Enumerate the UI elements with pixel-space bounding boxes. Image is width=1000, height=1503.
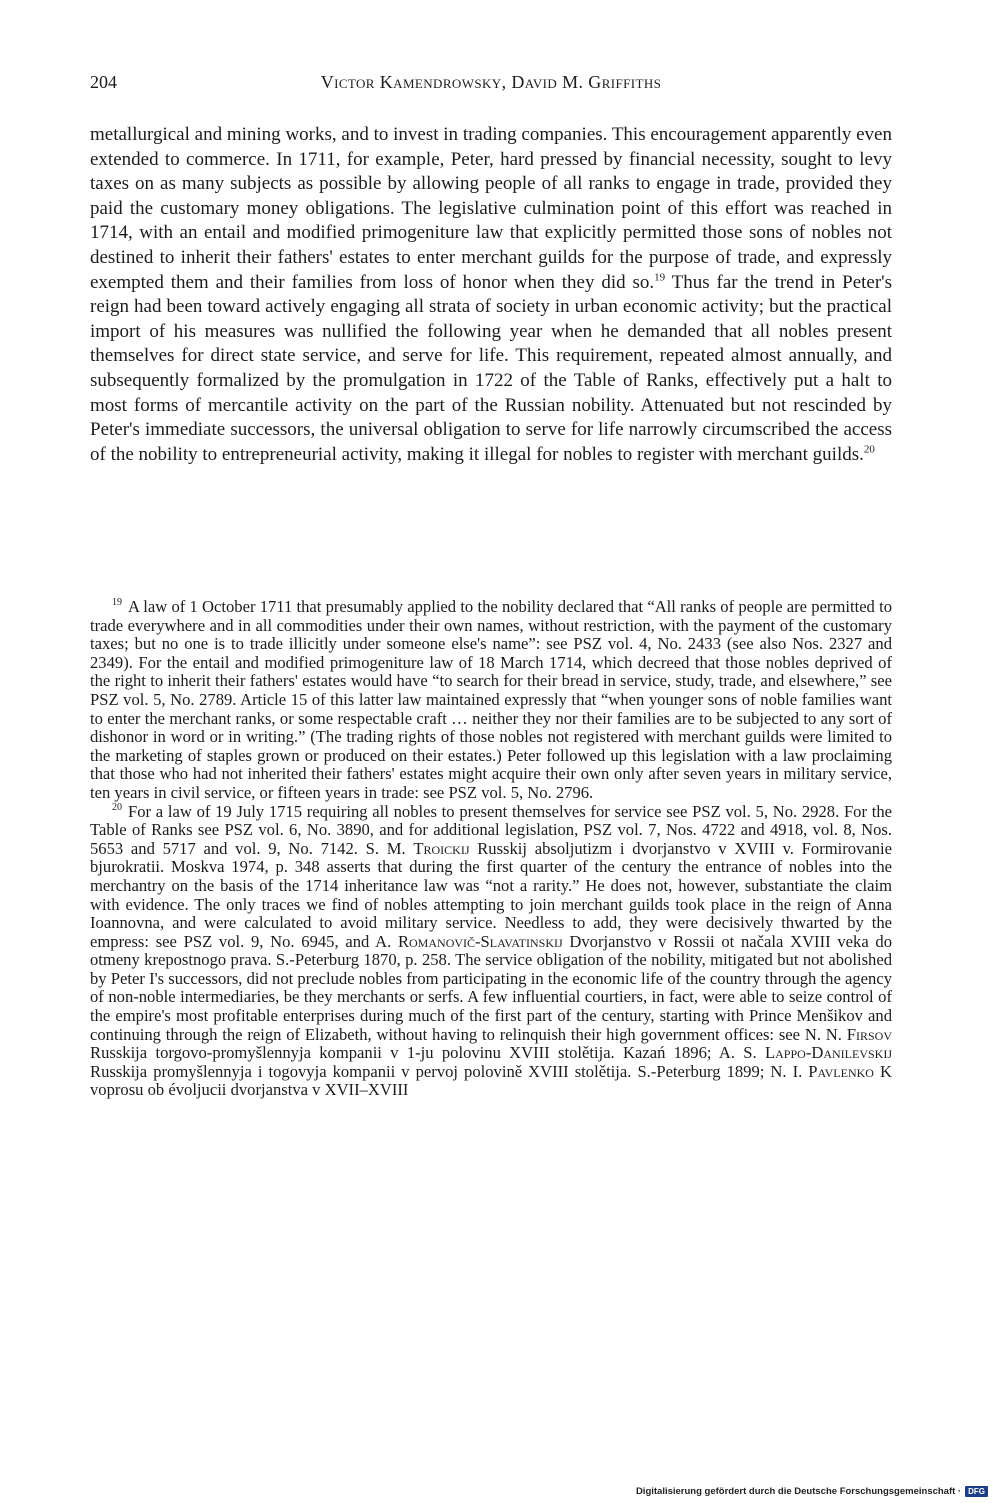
footnotes <box>90 598 892 1100</box>
page-number: 204 <box>90 72 117 92</box>
footnote-20-seg3: Dvorjanstvo v Rossii ot načala XVIII veka do otmeny krepostnogo prava. S.-Peterburg 1870, p. 258. The service obligation of the nobility, mitigated but not abolished by Peter I's successors, did not preclude nobles from participating in the economic life of the country through the agency of non-noble intermediaries, be they merchants or serfs. A few influential courtiers, in fact, were able to seize control of the empire's most profitable enterprises during much of the first part of the century, starting with Prince Menšikov and continuing through the reign of Elizabeth, without having to relinquish their high government offices: see N. N. <box>90 931 892 1044</box>
author-lappo-danilevskij: Lappo-Danilevskij <box>765 1043 892 1063</box>
running-head: Victor Kamendrowsky, David M. Griffiths <box>320 72 662 92</box>
footnote-20-seg4: Russkija torgovo-promyšlennyja kompanii v 1-ju polovinu XVIII stolětija. Kazań 1896; A. S. <box>90 1043 765 1063</box>
footnote-20-seg5: Russkija promyšlennyja i togovyja kompanii v pervoj polovině XVIII stolětija. S.-Peterburg 1899; N. I. <box>90 1061 809 1081</box>
author-firsov: Firsov <box>846 1024 892 1044</box>
dfg-logo: DFG <box>965 1486 988 1497</box>
body-text-part1: metallurgical and mining works, and to invest in trading companies. This encouragement apparently even extended to commerce. In 1711, for example, Peter, hard pressed by financial necessity, sought to levy taxes on as many subjects as possible by allowing people of all ranks to engage in trade, provided they paid the customary money obligations. The legislative culmination point of this effort was reached in 1714, with an entail and modified primogeniture law that explicitly permitted those sons of nobles not destined to inherit their fathers' estates to enter merchant guilds for the purpose of trade, and expressly exempted them and their families from loss of honor when they did so. <box>90 124 892 293</box>
body-paragraph <box>90 123 892 467</box>
footnote-number-19: 19 <box>112 597 122 609</box>
footnote-text-19: A law of 1 October 1711 that presumably applied to the nobility declared that “All ranks of people are permitted to trade everywhere and in all commodities under their own names, without restriction, with the payment of the customary taxes; but no one is to trade illicitly under someone else's name”: see PSZ vol. 4, No. 2433 (see also Nos. 2327 and 2349). For the entail and modified primogeniture law of 18 March 1714, which decreed that those nobles deprived of the right to inherit their fathers' estates would have “to search for their bread in service, study, trade, and elsewhere,” see PSZ vol. 5, No. 2789. Article 15 of this latter law maintained expressly that “when younger sons of noble families want to enter the merchant ranks, or some respectable craft … neither they nor their families are to be subjected to any sort of dishonor in word or in writing.” (The trading rights of those nobles not registered with merchant guilds were limited to the marketing of staples grown or produced on their estates.) Peter followed up this legislation with a law proclaiming that those who had not inherited their fathers' estates might acquire their own only after seven years in military service, ten years in civil service, or fifteen years in trade: see PSZ vol. 5, No. 2796. <box>90 597 892 802</box>
author-pavlenko: Pavlenko <box>808 1061 874 1081</box>
footnote-20-seg2: Russkij absoljutizm i dvorjanstvo v XVIII v. Formirovanie bjurokratii. Moskva 1974, p. 348 asserts that during the first quarter of the century the entrance of nobles into the merchantry on the basis of the 1714 inheritance law was “not a rarity.” He does not, however, substantiate the claim with evidence. The only traces we find of nobles attempting to join merchant guilds took place in the reign of Anna Ioannovna, and were calculated to avoid military service. Needless to add, they were decisively thwarted by the empress: see PSZ vol. 9, No. 6945, and A. <box>90 838 892 951</box>
body-text-part2: Thus far the trend in Peter's reign had been toward actively engaging all strata of society in urban economic activity; but the practical import of his measures was nullified the following year when he demanded that all nobles present themselves for direct state service, and serve for life. This requirement, repeated almost annually, and subsequently formalized by the promulgation in 1722 of the Table of Ranks, effectively put a halt to most forms of mercantile activity on the part of the Russian nobility. Attenuated but not rescinded by Peter's immediate successors, the universal obligation to serve for life narrowly circumscribed the access of the nobility to entrepreneurial activity, making it illegal for nobles to register with merchant guilds. <box>90 271 892 465</box>
credit-text: Digitalisierung gefördert durch die Deutsche Forschungsgemeinschaft · <box>635 1486 962 1497</box>
author-romanovic-slavatinskij: Romanovič-Slavatinskij <box>397 931 563 951</box>
author-troickij: Troickij <box>413 838 470 858</box>
page-header <box>90 72 892 100</box>
footnote-ref-20[interactable]: 20 <box>863 443 875 456</box>
footnote-20-seg6: K voprosu ob évoljucii dvorjanstva v XVII–XVIII <box>90 1061 892 1100</box>
footnote-20-seg1: For a law of 19 July 1715 requiring all nobles to present themselves for service see PSZ vol. 5, No. 2928. For the Table of Ranks see PSZ vol. 6, No. 3890, and for additional legislation, PSZ vol. 7, Nos. 4722 and 4918, vol. 8, Nos. 5653 and 5717 and vol. 9, No. 7142. S. M. <box>90 801 892 858</box>
footnote-ref-19[interactable]: 19 <box>654 271 666 284</box>
digitization-credit <box>636 1486 988 1497</box>
footnote-20 <box>90 803 892 1101</box>
footnote-number-20: 20 <box>112 802 122 813</box>
footnote-19 <box>90 598 892 803</box>
